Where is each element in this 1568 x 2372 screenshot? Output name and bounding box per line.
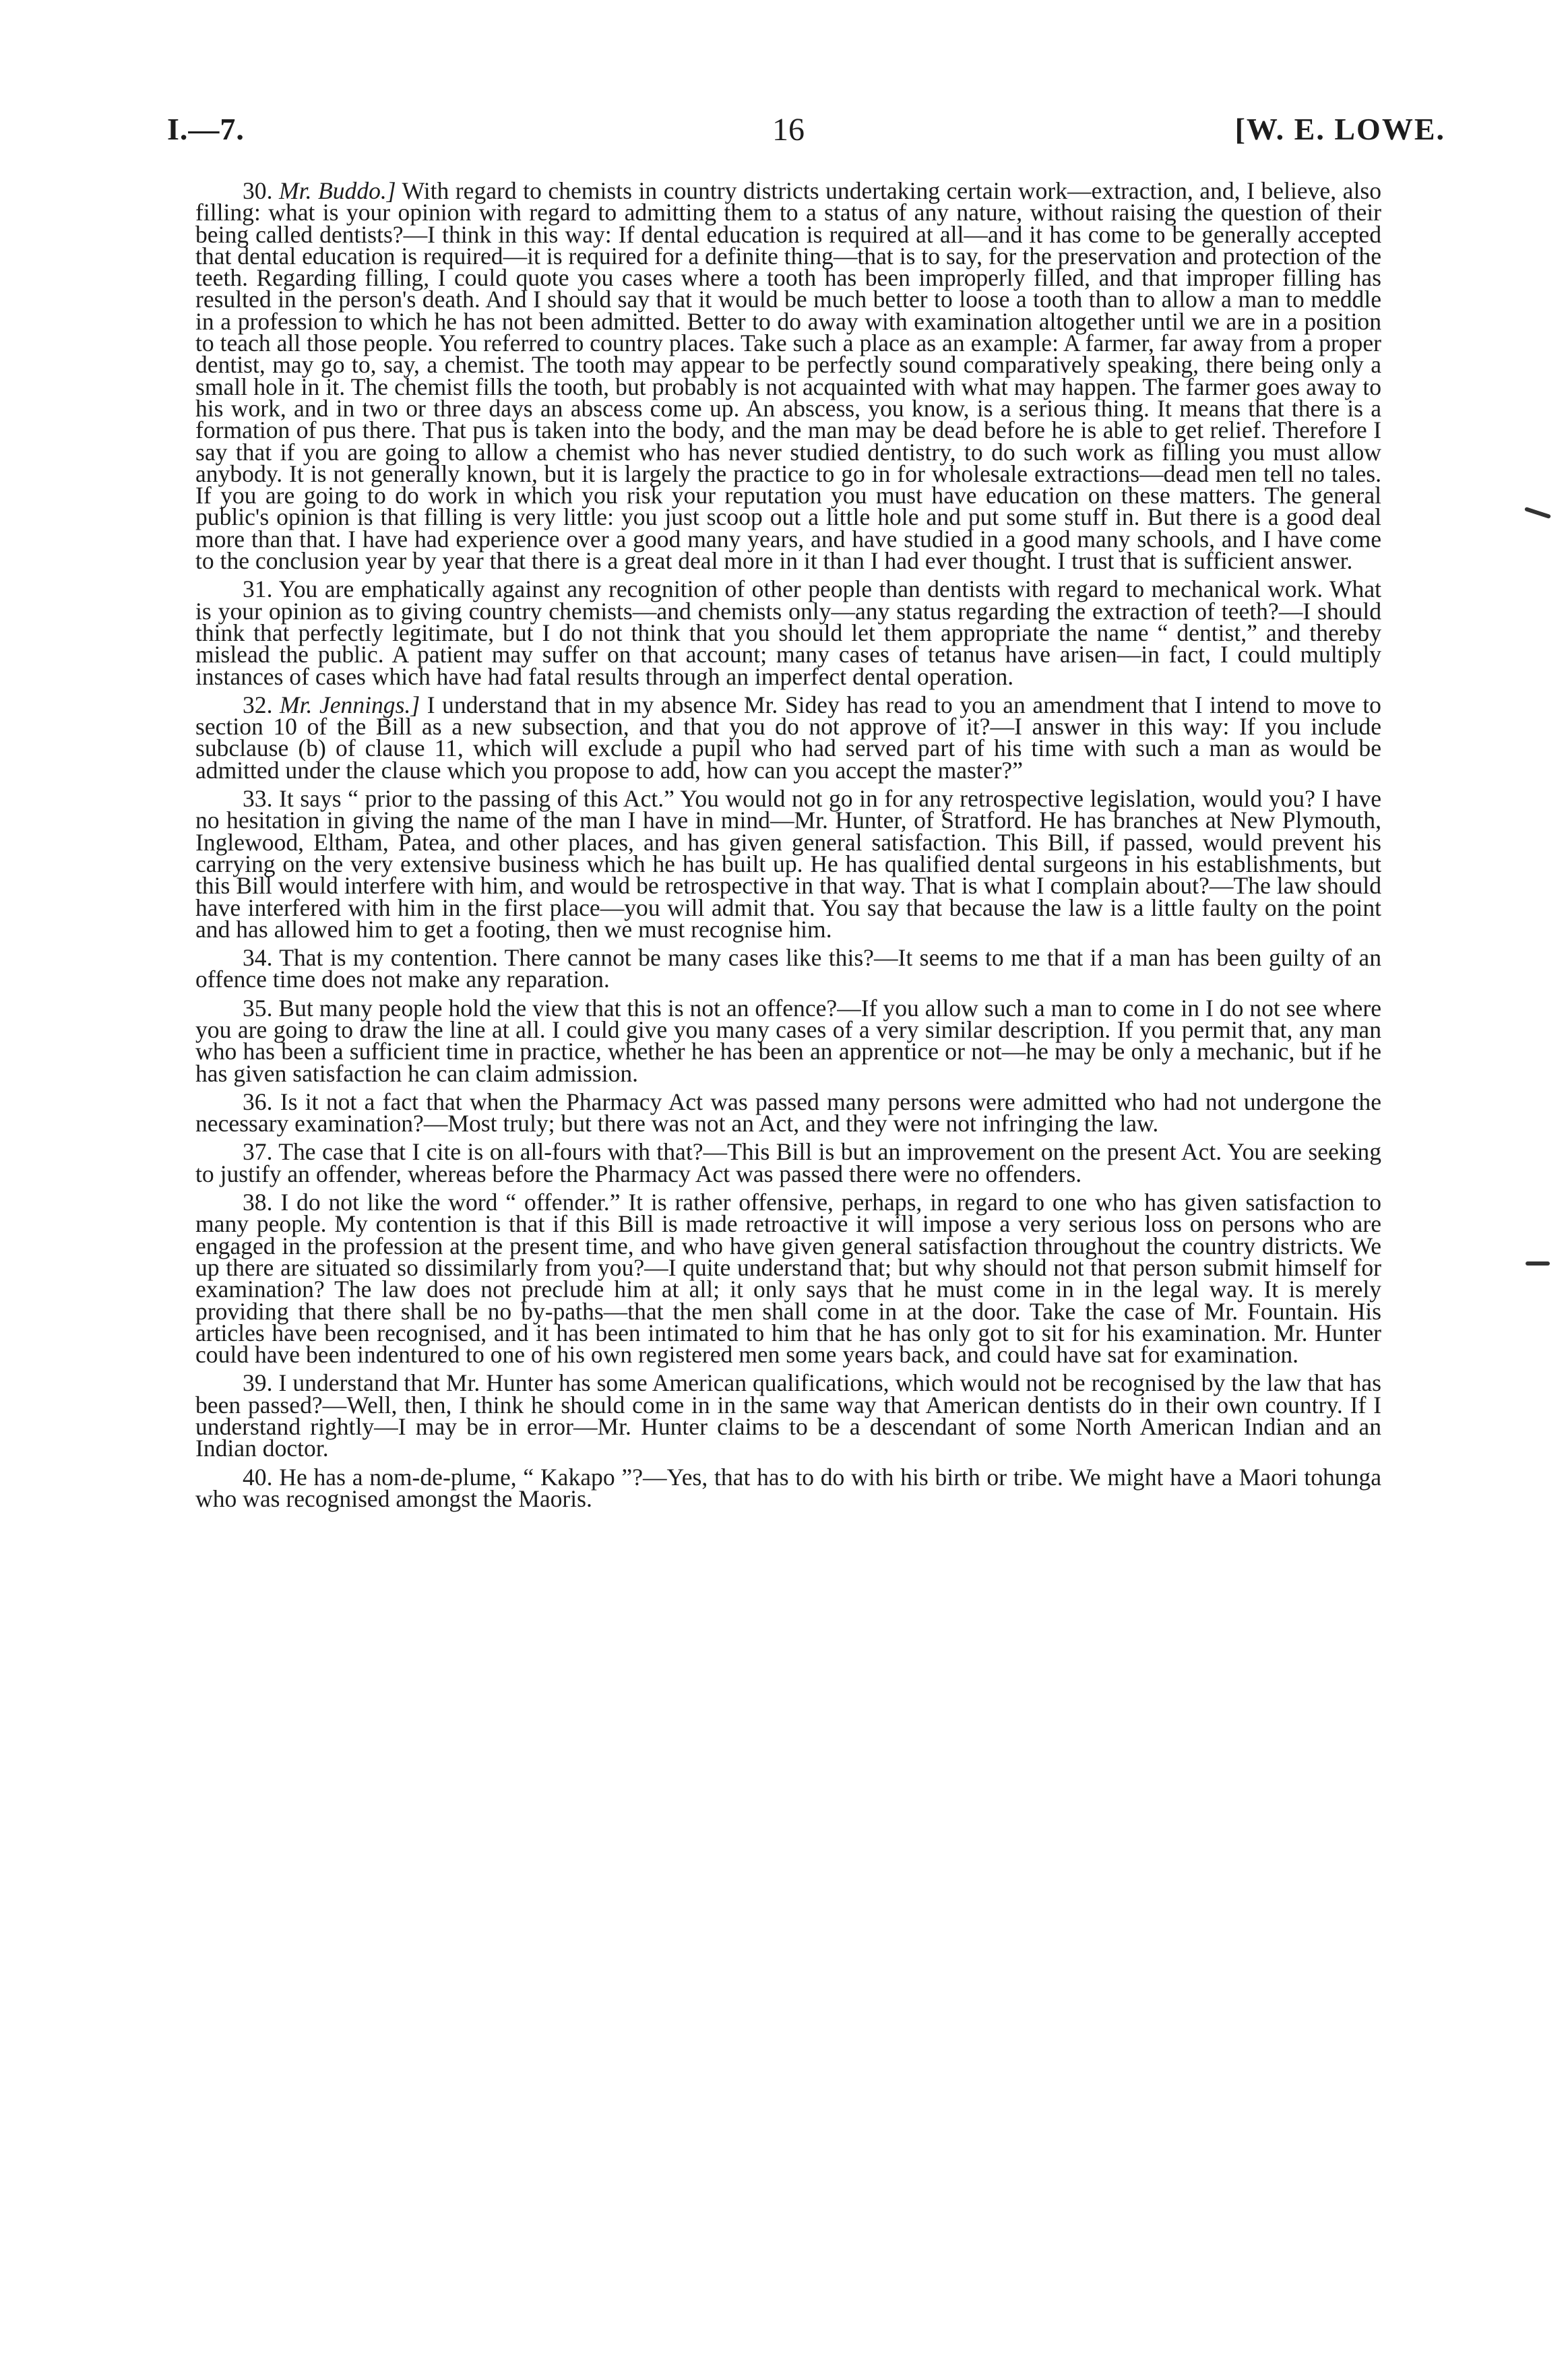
paragraph-31	[195, 575, 1381, 690]
question-number: 40.	[243, 1463, 273, 1491]
page-number: 16	[772, 112, 805, 148]
paragraph-text: I understand that in my absence Mr. Sidey has read to you an amendment that I intend to move to section 10 of the Bill as a new subsection, and that you do not approve of it?—I answer in this way: If you include subclause (b) of clause 11, which will exclude a pupil who had served part of his time with such a man as would be admitted under the clause which you propose to add, how can you accept the master?”	[195, 691, 1381, 784]
paragraph-32	[195, 691, 1381, 784]
paper-reference: I.—7.	[167, 112, 245, 146]
question-number: 30.	[243, 177, 273, 204]
question-number: 33.	[243, 785, 273, 813]
paragraph-40	[195, 1463, 1381, 1512]
document-page	[167, 111, 1445, 1516]
question-number: 32.	[243, 691, 273, 718]
question-number: 37.	[243, 1138, 273, 1166]
question-number: 39.	[243, 1369, 273, 1397]
paragraph-text: With regard to chemists in country districts undertaking certain work—extraction, and, I believe, also filling: what is your opinion with regard to admitting them to a status of any nature, without raising the question of their being called dentists?—I think in this way: If dental education is required at all—and it has come to be generally accepted that dental education is required—it is required for a definite thing—that is to say, for the preservation and protection of the teeth. Regarding filling, I could quote you cases where a tooth has been improperly filled, and that improper filling has resulted in the person's death. And I should say that it would be much better to loose a tooth than to allow a man to meddle in a profession to which he has not been admitted. Better to do away with examination altogether until we are in a position to teach all those people. You referred to country places. Take such a place as an example: A farmer, far away from a proper dentist, may go to, say, a chemist. The tooth may appear to be perfectly sound comparatively speaking, there being only a small hole in it. The chemist fills the tooth, but probably is not acquainted with what may happen. The farmer goes away to his work, and in two or three days an abscess come up. An abscess, you know, is a serious thing. It means that there is a formation of pus there. That pus is taken into the body, and the man may be dead before he is able to get relief. Therefore I say that if you are going to allow a chemist who has never studied dentistry, to do such work as filling you must allow anybody. It is not generally known, but it is largely the practice to go in for wholesale extractions—dead men tell no tales. If you are going to do work in which you risk your reputation you must have education on these matters. The general public's opinion is that filling is very little: you just scoop out a little hole and put some stuff in. But there is a good deal more than that. I have had experience over a good many years, and have studied in a good many schools, and I have come to the conclusion year by year that there is a great deal more in it than I had ever thought. I trust that is sufficient answer.	[195, 177, 1381, 575]
paragraph-33	[195, 785, 1381, 943]
question-number: 35.	[243, 994, 273, 1022]
paragraph-text: But many people hold the view that this is not an offence?—If you allow such a man to come in I do not see where you are going to draw the line at all. I could give you many cases of a very similar description. If you permit that, any man who has been a sufficient time in practice, whether he has been an apprentice or not—he may be only a mechanic, but if he has given satisfaction he can claim admission.	[195, 994, 1381, 1087]
paragraph-36	[195, 1088, 1381, 1137]
margin-mark	[1524, 507, 1551, 519]
page-header	[167, 111, 1445, 165]
paragraph-38	[195, 1189, 1381, 1369]
paragraph-35	[195, 994, 1381, 1087]
paragraph-text: It says “ prior to the passing of this Act.” You would not go in for any retrospective legislation, would you? I have no hesitation in giving the name of the man I have in mind—Mr. Hunter, of Stratford. He has branches at New Plymouth, Inglewood, Eltham, Patea, and other places, and has given general satisfaction. This Bill, if passed, would prevent his carrying on the very extensive business which he has built up. He has qualified dental surgeons in his establishments, but this Bill would interfere with him, and would be retrospective in that way. That is what I complain about?—The law should have interfered with him in the first place—you will admit that. You say that because the law is a little faulty on the point and has allowed him to get a footing, then we must recognise him.	[195, 785, 1381, 943]
paragraph-text: I understand that Mr. Hunter has some American qualifications, which would not be recognised by the law that has been passed?—Well, then, I think he should come in in the same way that American dentists do in their own country. If I understand rightly—I may be in error—Mr. Hunter claims to be a descendant of some North American Indian and an Indian doctor.	[195, 1369, 1381, 1462]
paragraph-text: He has a nom-de-plume, “ Kakapo ”?—Yes, that has to do with his birth or tribe. We might have a Maori tohunga who was recognised amongst the Maoris.	[195, 1463, 1381, 1512]
question-number: 36.	[243, 1088, 273, 1115]
margin-mark	[1526, 1261, 1550, 1266]
paragraph-34	[195, 944, 1381, 993]
paragraph-text: The case that I cite is on all-fours with that?—This Bill is but an improvement on the present Act. You are seeking to justify an offender, whereas before the Pharmacy Act was passed there were no offenders.	[195, 1138, 1381, 1187]
question-number: 31.	[243, 575, 273, 603]
paragraph-text: I do not like the word “ offender.” It is rather offensive, perhaps, in regard to one who has given satisfaction to many people. My contention is that if this Bill is made retroactive it will impose a very serious loss on persons who are engaged in the profession at the present time, and who have given general satisfaction throughout the country districts. We up there are situated so dissimilarly from you?—I quite understand that; but why should not that person submit himself for examination? The law does not preclude him at all; it only says that he must come in in the legal way. It is merely providing that there shall be no by-paths—that the men shall come in at the door. Take the case of Mr. Fountain. His articles have been recognised, and it has been intimated to him that he has only got to sit for his examination. Mr. Hunter could have been indentured to one of his own registered men some years back, and could have sat for examination.	[195, 1189, 1381, 1369]
witness-name: [W. E. LOWE.	[1234, 112, 1445, 146]
question-number: 34.	[243, 944, 273, 972]
paragraph-37	[195, 1138, 1381, 1187]
paragraph-30	[195, 177, 1381, 575]
question-number: 38.	[243, 1189, 273, 1216]
speaker: Mr. Jennings.]	[280, 691, 420, 718]
paragraph-text: Is it not a fact that when the Pharmacy Act was passed many persons were admitted who had not undergone the necessary examination?—Most truly; but there was not an Act, and they were not infringing the law.	[195, 1088, 1381, 1137]
speaker: Mr. Buddo.]	[279, 177, 396, 204]
evidence-text	[195, 177, 1381, 1512]
paragraph-text: That is my contention. There cannot be many cases like this?—It seems to me that if a man has been guilty of an offence time does not make any reparation.	[195, 944, 1381, 993]
paragraph-39	[195, 1369, 1381, 1462]
paragraph-text: You are emphatically against any recognition of other people than dentists with regard to mechanical work. What is your opinion as to giving country chemists—and chemists only—any status regarding the extraction of teeth?—I should think that perfectly legitimate, but I do not think that you should let them appropriate the name “ dentist,” and thereby mislead the public. A patient may suffer on that account; many cases of tetanus have arisen—in fact, I could multiply instances of cases which have had fatal results through an imperfect dental operation.	[195, 575, 1381, 690]
